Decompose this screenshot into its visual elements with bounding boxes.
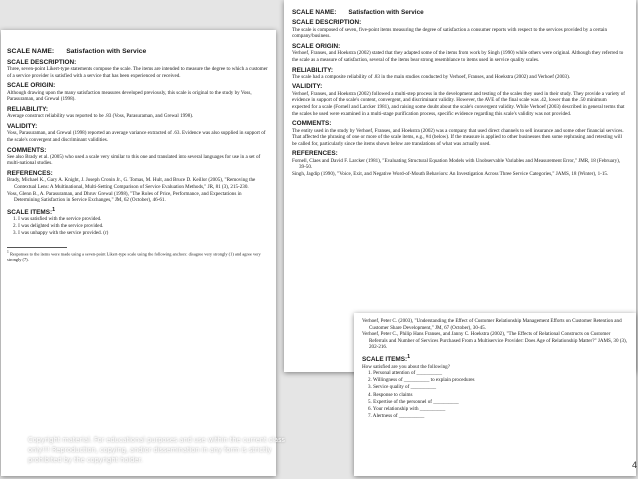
scale-item: 6. Your relationship with __________ [368,405,446,412]
scale-page-left [1,30,276,476]
scale-name-value: Satisfaction with Service [348,9,424,16]
scale-item: 5. Expertise of the personnel of __________ [368,398,459,405]
copyright-notice: Copyright material. For educational purposes and use within the current class only!!! Reproduction, copying, and/or dissemination in any form is strictly prohibited by the copyright holder. [28,436,285,464]
comments-text: See also Brady et al. (2005) who used a scale very similar to this one and translated into several languages for use in a set of multi-national studies. [7,153,261,167]
footnote-marker: 1 [407,354,411,361]
scale-item: 3. Service quality of __________ [368,384,437,391]
scale-item: 1. I was satisfied with the service provided. [13,216,102,223]
reliability-text: Average construct reliability was reported to be .83 (Voss, Parasuraman, and Grewal 1998). [7,113,194,120]
scale-origin-heading: SCALE ORIGIN: [292,42,341,50]
scale-description-text: The scale is composed of seven, five-point items measuring the degree of satisfaction a consumer reports with respect to the services provided by a certain company/business. [292,26,607,40]
scale-item: 7. Alertness of __________ [368,412,425,419]
comments-heading: COMMENTS: [292,120,332,128]
scale-items-heading: SCALE ITEMS:$^1$ [362,354,411,364]
scale-items-heading: SCALE ITEMS:$^1$ [7,206,56,217]
reliability-heading: RELIABILITY: [292,66,334,74]
scale-description-text: Three, seven-point Likert-type statements compose the scale. The items are intended to measure the degree to which a customer of a service provider is satisfied with a service that has been experienced or received. [7,66,268,79]
scale-name-value: Satisfaction with Service [66,48,147,55]
scale-origin-text: Verhoef, Franses, and Hoekstra (2002) stated that they adapted some of the items from work by Singh (1990) while others were original. Although they referred to the scale as a measure of satisfaction, several of the items bear strong resemblance to items used in service quality scales. [292,50,624,63]
scale-origin-text: Although drawing upon the many satisfaction measures developed previously, this scale is original to the study by Voss, Parasuraman, and Grewal (1998). [7,89,252,103]
validity-heading: VALIDITY: [292,83,323,91]
footnote-divider [7,247,67,248]
scale-item: 4. Response to claims [368,391,413,398]
references-heading: REFERENCES: [292,150,338,158]
reference-entry: Verhoef, Peter C., Philip Hans Franses, and Janny C. Hoekstra (2002), "The Effects of Relational Constructs on Customer Referrals and Number of Services Purchased From a Multiservice Provider: Does Age of Relationship Matter?" JAMS, 30 (3), 202-216. [362,331,627,351]
reference-entry: Brady, Michael K., Gary A. Knight, J. Joseph Cronin Jr., G. Tomas, M. Hult, and Bruce D. Keillor (2005), "Removing the Contextual Lens: A Multinational, Multi-Setting Comparison of Service Evaluation Methods," JR, 81 (3), 215-230. [7,177,256,191]
scale-item: 2. I was delighted with the service provided. [13,223,104,230]
reliability-heading: RELIABILITY: [7,105,49,113]
comments-text: The entity used in the study by Verhoef, Franses, and Hoekstra (2002) was a company that used direct channels to sell insurance and some other financial services. That affected the phrasing of one or more of the scale items, e.g., #4 (below). If the measure is applied to other businesses then some rephrasing and retesting will be called for, particularly since the items shown below are translations of what was actually used. [292,127,624,147]
scale-items-prompt: How satisfied are you about the following? [362,363,450,370]
reference-entry: Verhoef, Peter C. (2003), "Understanding the Effect of Customer Relationship Management Efforts on Customer Retention and Customer Share Development," JM, 67 (October), 30-45. [362,318,622,331]
reference-entry: Fornell, Claes and David F. Larcker (1981), "Evaluating Structural Equation Models with Unobservable Variables and Measurement Error," JMR, 18 (February), 39-50. [292,157,621,171]
references-heading: REFERENCES: [7,170,53,178]
validity-text: Voss, Parasuraman, and Grewal (1998) reported an average variance extracted of .63. Evidence was also supplied in support of the scale's convergent and discriminant validities. [7,130,266,143]
footnote-text: $^1$ Responses to the items were made using a seven-point Likert-type scale using the following anchors: disagree very strongly (1) and agree very strongly (7). [7,250,261,262]
validity-heading: VALIDITY: [7,122,38,130]
validity-text: Verhoef, Franses, and Hoekstra (2002) followed a multi-step process in the development and testing of the scales they used in their study. They provide a variety of evidence in support of the scale's content, convergent, and discriminant validity. However, the AVE of the final scale was .42, lower than the .50 minimum expected for a scale (Fornell and Larcker 1981), and raising some doubt about the scale's convergent validity. While Verhoef (2003) described in general terms that the scales he used were examined in a multi-stage purification process, specific evidence regarding this scale's validity was not provided. [292,90,625,117]
reference-entry: Voss, Glenn B., A. Parasuraman, and Dhruv Grewal (1998), "The Roles of Price, Performance, and Expectations in Determining Satisfaction in Service Exchanges," JM, 62 (October), 46-61. [7,190,242,204]
scale-page-front [354,313,636,476]
scale-item: 2. Willingness of __________ to explain procedures [368,377,475,384]
scale-item: 3. I was unhappy with the service provided. (r) [13,230,109,237]
footnote-marker: 1 [52,206,56,213]
comments-heading: COMMENTS: [7,146,47,154]
reference-entry: Singh, Jagdip (1990), "Voice, Exit, and Negative Word-of-Mouth Behaviors: An Investigation Across Three Service Categories," JAMS, 18 (Winter), 1-15. [292,171,609,178]
scale-name-heading: SCALE NAME: Satisfaction with Service [7,48,147,55]
reliability-text: The scale had a composite reliability of .83 in the main studies conducted by Verhoef, Franses, and Hoekstra (2002) and Verhoef (2003). [292,73,571,80]
scale-origin-heading: SCALE ORIGIN: [7,82,56,90]
scale-description-heading: SCALE DESCRIPTION: [7,58,77,66]
scale-description-heading: SCALE DESCRIPTION: [292,19,362,27]
scale-name-heading: SCALE NAME: Satisfaction with Service [292,9,424,16]
scale-item: 1. Personal attention of __________ [368,370,442,377]
slide-number: 4 [631,460,637,470]
